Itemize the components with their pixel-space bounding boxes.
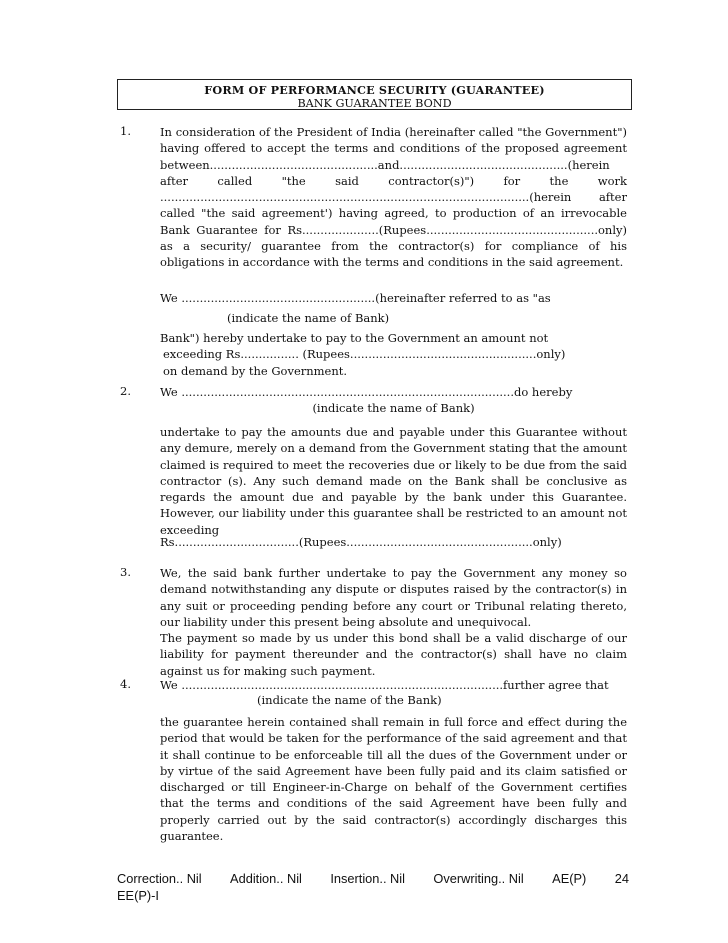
footer-correction: Correction.. Nil [117,871,202,886]
clause-number: 3. [120,565,131,579]
clause-4-bank-hint: (indicate the name of the Bank) [257,693,442,707]
footer-ae: AE(P) [552,871,587,886]
clause-1-text: In consideration of the President of India (hereinafter called "the Government") having offered to accept the terms and conditions of the proposed agreement between..............................................and..............................................(herein after called "the said contractor(s)") for the work .....................................................................................................(herein after called "the said agreement') having agreed, to production of an irrevocable Bank Guarantee for Rs.....................(Rupees...............................................only) as a security/ guarantee from the contractor(s) for compliance of his obligations in accordance with the terms and conditions in the said agreement. [160,125,627,270]
clause-2-text: undertake to pay the amounts due and payable under this Guarantee without any demure, merely on a demand from the Government stating that the amount claimed is required to meet the recoveries due or likely to be due from the said contractor (s). Any such demand made on the Bank shall be conclusive as regards the amount due and payable by the bank under this Guarantee. However, our liability under this guarantee shall be restricted to an amount not exceeding [160,425,627,537]
footer-ee: EE(P)-I [117,888,159,903]
footer-page-number: 24 [614,871,629,886]
footer-insertion: Insertion.. Nil [330,871,405,886]
clause-number: 4. [120,677,131,691]
clause-1-bank-hint: (indicate the name of Bank) [227,311,390,325]
form-subtitle: BANK GUARANTEE BOND [297,97,452,110]
clause-1-demand-line: on demand by the Government. [163,363,348,378]
title-box [117,79,632,110]
clause-4-text: the guarantee herein contained shall remain in full force and effect during the period that would be taken for the performance of the said agreement and that it shall continue to be enforceable till all the dues of the Government under or by virtue of the said Agreement have been fully paid and its claim satisfied or discharged or till Engineer-in-Charge on behalf of the Government certifies that the terms and conditions of the said Agreement have been fully and properly carried out by the said contractor(s) accordingly discharges this guarantee. [160,715,627,844]
clause-3-text-2: The payment so made by us under this bond shall be a valid discharge of our liability for payment thereunder and the contractor(s) shall have no claim against us for making such payment. [160,631,627,678]
clause-3-text-1: We, the said bank further undertake to pay the Government any money so demand notwithstanding any dispute or disputes raised by the contractor(s) in any suit or proceeding pending before any court or Tribunal relating thereto, our liability under this present being absolute and unequivocal. [160,566,627,629]
clause-2-bank-hint: (indicate the name of Bank) [312,401,475,415]
footer-overwriting: Overwriting.. Nil [433,871,524,886]
form-title: FORM OF PERFORMANCE SECURITY (GUARANTEE) [204,83,545,97]
clause-1-amount-line: exceeding Rs................ (Rupees...................................................only) [163,347,566,362]
clause-number: 2. [120,384,131,398]
page-footer [117,870,629,904]
clause-1-we-line: We .....................................................(hereinafter referred to as "as [160,291,551,305]
clause-2-rs-line: Rs..................................(Rupees...................................................only) [160,535,562,549]
clause-2-we-line: We ...........................................................................................do hereby [160,385,573,399]
clause-4-we-line: We ........................................................................................further agree that [160,678,609,692]
clause-number: 1. [120,124,131,138]
clause-1-undertake-line: Bank") hereby undertake to pay to the Government an amount not [160,331,549,345]
footer-addition: Addition.. Nil [230,871,302,886]
